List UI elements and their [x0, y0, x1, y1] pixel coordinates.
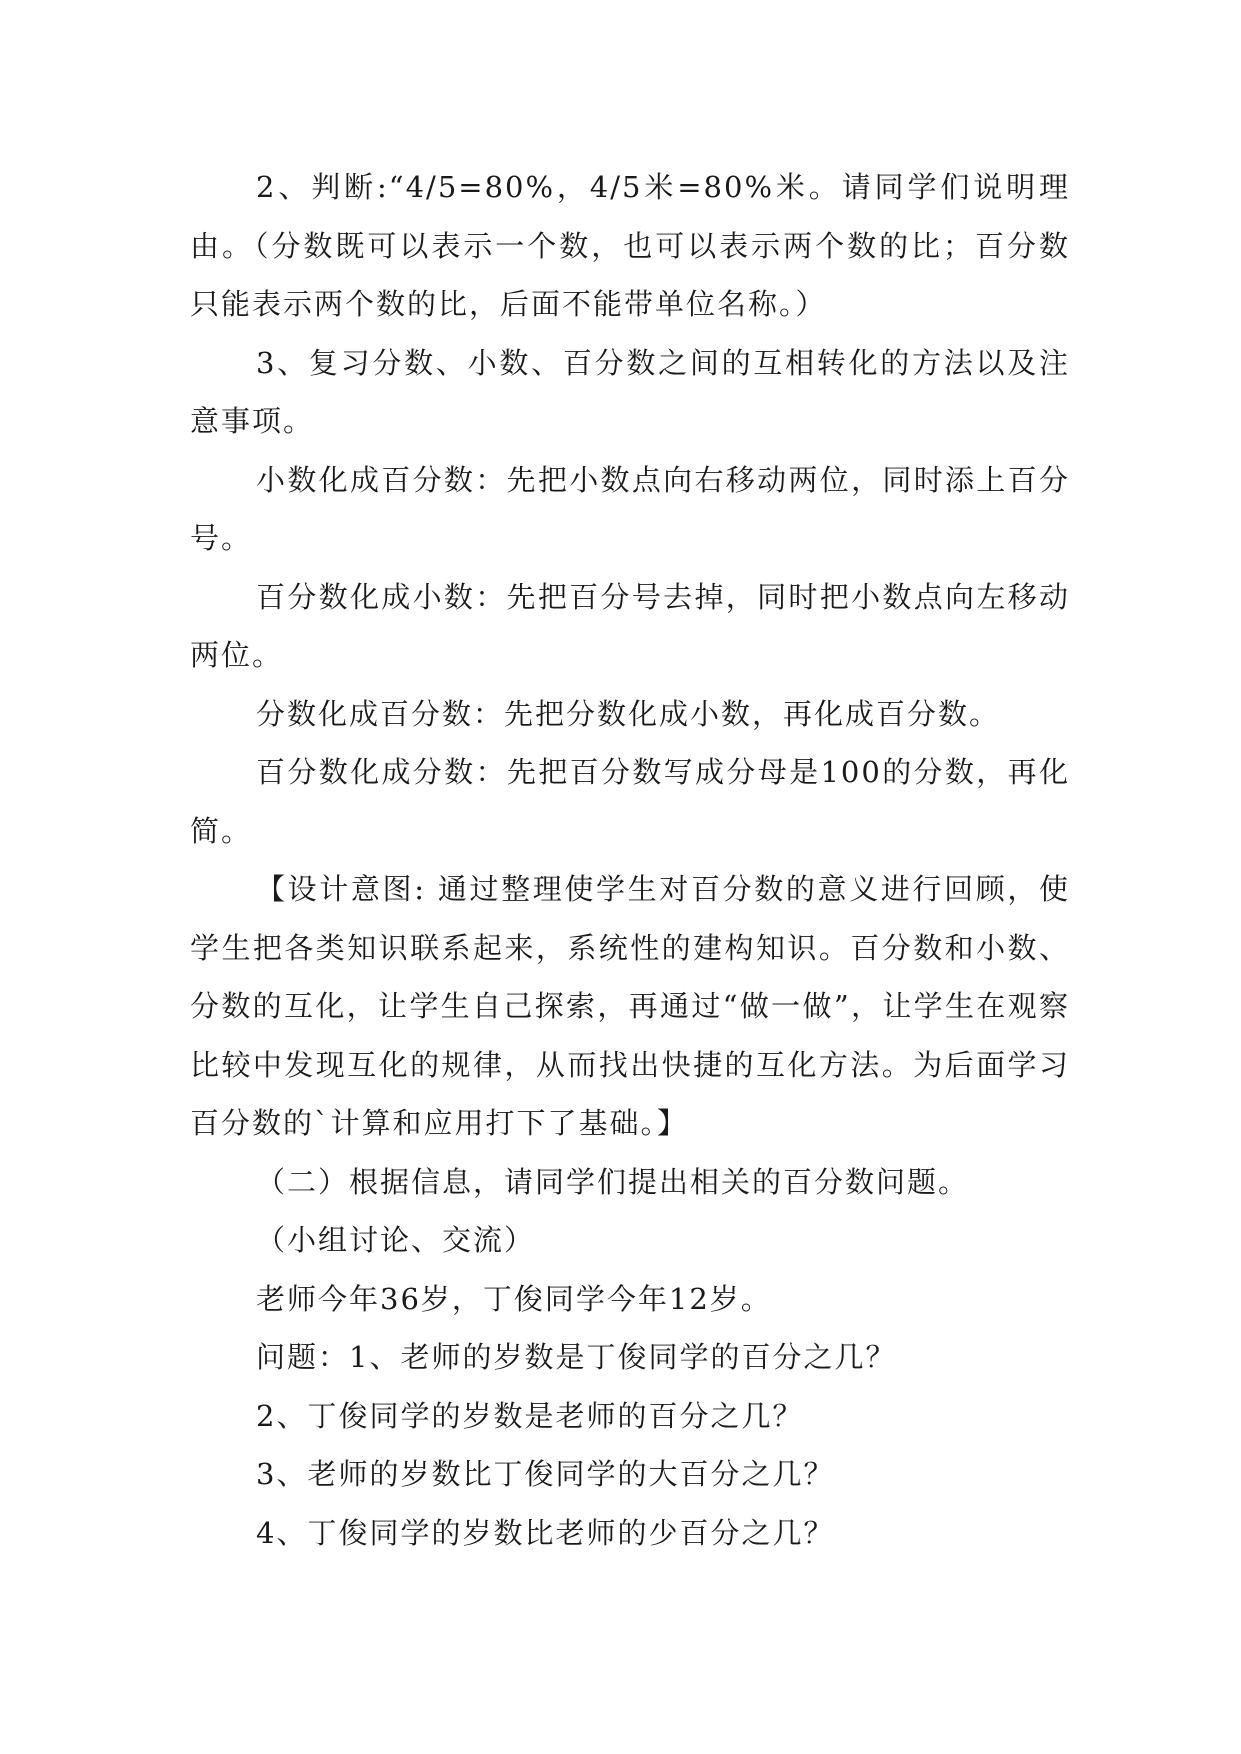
- paragraph-fraction-to-percent: 分数化成百分数：先把分数化成小数，再化成百分数。: [256, 696, 1001, 731]
- paragraph-decimal-to-percent: 小数化成百分数：先把小数点向右移动两位，同时添上百分号。: [190, 462, 1070, 555]
- paragraph-design-intent: 【设计意图: 通过整理使学生对百分数的意义进行回顾，使学生把各类知识联系起来，系统性的建构知识。百分数和小数、分数的互化，让学生自己探索，再通过“做一做”，让学生在观察比较中发现互化的规律，从而找出快捷的互化方法。为后面学习百分数的`计算和应用打下了基础。】: [190, 872, 1070, 1140]
- paragraph-question-3: 3、老师的岁数比丁俊同学的大百分之几？: [256, 1457, 835, 1491]
- document-body: [190, 158, 1070, 1562]
- paragraph-question-1: 问题：1、老师的岁数是丁俊同学的百分之几？: [256, 1340, 897, 1374]
- paragraph-review-conversion: 3、复习分数、小数、百分数之间的互相转化的方法以及注意事项。: [190, 345, 1070, 438]
- paragraph-section-two: （二）根据信息，请同学们提出相关的百分数问题。: [256, 1164, 970, 1199]
- paragraph-question-4: 4、丁俊同学的岁数比老师的少百分之几？: [256, 1515, 835, 1550]
- paragraph-judgment: 2、判断:“4/5=80%，4/5米=80%米。请同学们说明理由。（分数既可以表示一个数，也可以表示两个数的比；百分数只能表示两个数的比，后面不能带单位名称。）: [190, 170, 1070, 321]
- paragraph-group-discussion: （小组讨论、交流）: [256, 1223, 536, 1257]
- paragraph-question-2: 2、丁俊同学的岁数是老师的百分之几？: [256, 1398, 804, 1433]
- paragraph-percent-to-fraction: 百分数化成分数：先把百分数写成分母是100的分数，再化简。: [190, 755, 1070, 848]
- paragraph-percent-to-decimal: 百分数化成小数：先把百分号去掉，同时把小数点向左移动两位。: [190, 579, 1070, 672]
- paragraph-info-ages: 老师今年36岁，丁俊同学今年12岁。: [256, 1281, 772, 1316]
